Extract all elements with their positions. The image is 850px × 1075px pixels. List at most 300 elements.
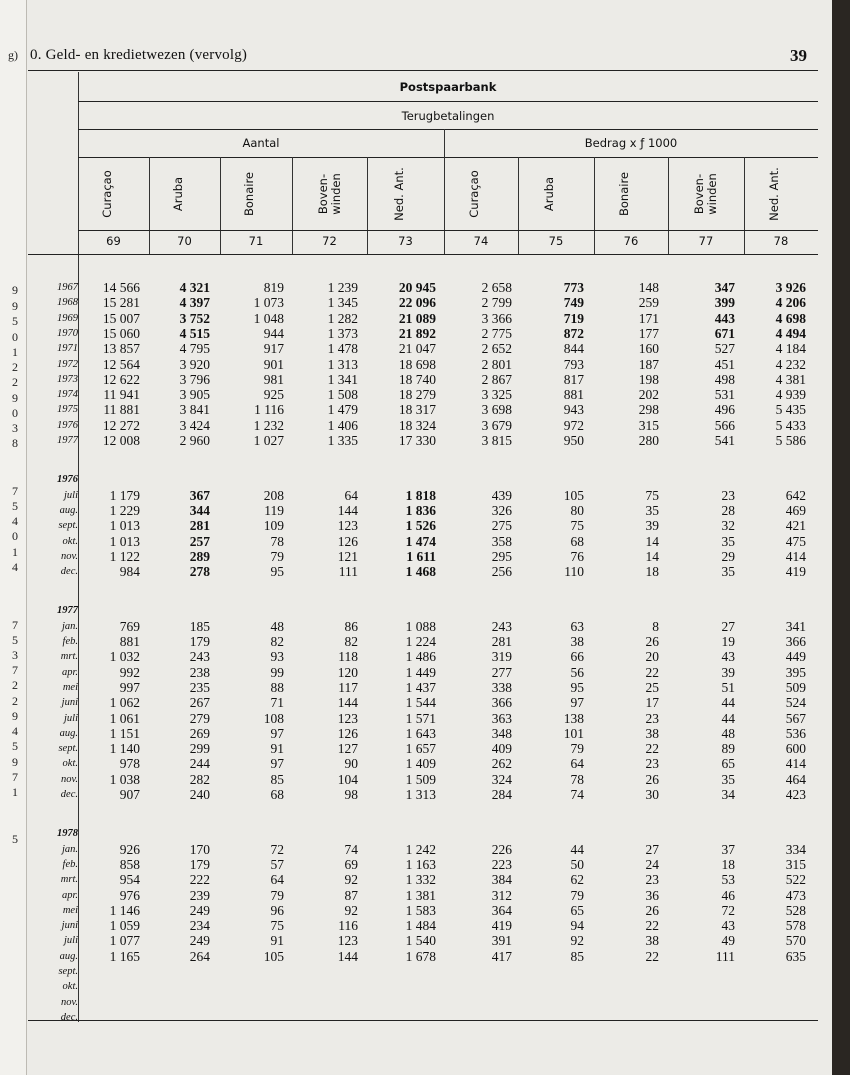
table-cell: 4 206 xyxy=(775,295,806,311)
subgroup-rule xyxy=(78,157,818,158)
table-cell: 44 xyxy=(721,710,735,726)
table-cell: 2 801 xyxy=(481,356,512,372)
table-cell: 289 xyxy=(189,548,210,564)
column-number-4: 72 xyxy=(322,234,337,248)
row-label: juni xyxy=(61,697,78,709)
column-header-10: Ned. Ant. xyxy=(767,167,781,221)
table-cell: 79 xyxy=(570,887,584,903)
table-cell: 267 xyxy=(189,695,210,711)
table-cell: 95 xyxy=(270,564,284,580)
table-cell: 82 xyxy=(270,634,284,649)
table-cell: 1 332 xyxy=(405,872,436,888)
spine-fragment: 5 xyxy=(12,314,18,328)
table-cell: 907 xyxy=(119,787,140,802)
table-cell: 23 xyxy=(721,487,735,503)
spine-fragment: 1 xyxy=(12,545,18,559)
row-label: feb. xyxy=(62,636,78,647)
table-cell: 819 xyxy=(263,280,284,295)
table-cell: 15 007 xyxy=(102,310,140,326)
table-cell: 1 373 xyxy=(327,325,358,341)
table-cell: 984 xyxy=(119,564,140,580)
table-cell: 1 437 xyxy=(405,679,436,695)
table-cell: 29 xyxy=(721,548,735,564)
table-cell: 64 xyxy=(270,872,284,888)
table-cell: 21 047 xyxy=(398,341,436,357)
table-cell: 1 151 xyxy=(109,725,140,741)
row-label: 1976 xyxy=(57,474,78,486)
table-cell: 954 xyxy=(119,872,140,888)
table-cell: 367 xyxy=(189,487,210,503)
table-cell: 27 xyxy=(645,841,659,857)
column-header-8: Bonaire xyxy=(617,172,631,217)
table-cell: 2 652 xyxy=(481,341,512,357)
table-cell: 35 xyxy=(721,564,735,580)
table-cell: 44 xyxy=(570,841,584,857)
row-label: okt. xyxy=(62,535,78,547)
table-cell: 1 032 xyxy=(109,649,140,665)
table-cell: 997 xyxy=(119,679,140,695)
table-cell: 262 xyxy=(491,756,512,772)
table-cell: 3 325 xyxy=(481,387,512,403)
column-rule-8 xyxy=(668,157,669,254)
table-cell: 282 xyxy=(189,771,210,787)
table-cell: 65 xyxy=(570,902,584,918)
spine-fragment: 5 xyxy=(12,832,18,846)
table-cell: 18 xyxy=(721,856,735,872)
table-cell: 5 586 xyxy=(775,433,806,448)
table-cell: 19 xyxy=(721,634,735,649)
spine-fragment: g) xyxy=(8,48,18,62)
table-cell: 126 xyxy=(337,725,358,741)
row-label: 1974 xyxy=(57,389,78,401)
table-cell: 80 xyxy=(570,502,584,518)
table-cell: 1 013 xyxy=(109,518,140,534)
table-cell: 49 xyxy=(721,933,735,949)
table-cell: 1 088 xyxy=(405,618,436,634)
table-cell: 943 xyxy=(563,402,584,418)
spine-fragment: 3 xyxy=(12,648,18,662)
table-cell: 475 xyxy=(785,533,806,549)
table-cell: 2 658 xyxy=(481,280,512,295)
row-label: sept. xyxy=(58,520,78,532)
table-cell: 118 xyxy=(338,649,358,665)
spine-fragment: 2 xyxy=(12,678,18,692)
table-cell: 25 xyxy=(645,679,659,695)
table-cell: 99 xyxy=(270,664,284,680)
table-cell: 264 xyxy=(189,948,210,964)
table-cell: 1 509 xyxy=(405,771,436,787)
table-cell: 22 xyxy=(645,948,659,964)
spine-fragment: 5 xyxy=(12,633,18,647)
table-cell: 39 xyxy=(645,518,659,534)
table-cell: 1 345 xyxy=(327,295,358,311)
table-cell: 222 xyxy=(189,872,210,888)
column-header-7: Aruba xyxy=(542,176,556,212)
table-cell: 74 xyxy=(344,841,358,857)
table-cell: 21 089 xyxy=(398,310,436,326)
column-header-6: Curaçao xyxy=(467,170,481,218)
table-cell: 111 xyxy=(715,948,735,964)
table-cell: 981 xyxy=(263,371,284,387)
subgroup-bedrag: Bedrag x ƒ 1000 xyxy=(584,136,678,150)
table-cell: 3 841 xyxy=(179,402,210,418)
table-cell: 127 xyxy=(337,741,358,757)
row-label: dec. xyxy=(60,789,78,800)
row-label: 1967 xyxy=(57,282,78,293)
table-cell: 23 xyxy=(645,710,659,726)
table-cell: 1 061 xyxy=(109,710,140,726)
row-label: okt. xyxy=(62,981,78,993)
row-label: aug. xyxy=(59,504,78,516)
table-cell: 1 146 xyxy=(109,902,140,918)
table-cell: 570 xyxy=(785,933,806,949)
table-cell: 91 xyxy=(270,741,284,757)
spine-fragment: 4 xyxy=(12,514,18,528)
table-cell: 110 xyxy=(564,564,584,580)
table-cell: 1 077 xyxy=(109,933,140,949)
table-cell: 281 xyxy=(189,518,210,534)
table-cell: 66 xyxy=(570,649,584,665)
table-cell: 2 867 xyxy=(481,371,512,387)
table-cell: 97 xyxy=(270,725,284,741)
table-cell: 68 xyxy=(570,533,584,549)
table-cell: 238 xyxy=(189,664,210,680)
table-cell: 1 657 xyxy=(405,741,436,757)
table-cell: 793 xyxy=(563,356,584,372)
table-cell: 671 xyxy=(714,325,735,341)
table-cell: 366 xyxy=(785,634,806,649)
row-label: nov. xyxy=(60,996,78,1008)
table-cell: 85 xyxy=(270,771,284,787)
table-cell: 160 xyxy=(638,341,659,357)
table-cell: 536 xyxy=(785,725,806,741)
table-cell: 4 494 xyxy=(775,325,806,341)
table-cell: 111 xyxy=(338,564,358,580)
table-cell: 92 xyxy=(570,933,584,949)
table-cell: 198 xyxy=(638,371,659,387)
spine-fragment: 0 xyxy=(12,406,18,420)
table-cell: 51 xyxy=(721,679,735,695)
table-cell: 26 xyxy=(645,634,659,649)
table-cell: 719 xyxy=(563,310,584,326)
table-cell: 4 321 xyxy=(179,280,210,295)
table-cell: 208 xyxy=(263,487,284,503)
row-label: apr. xyxy=(61,889,78,901)
table-cell: 414 xyxy=(785,548,806,564)
column-rule-2 xyxy=(220,157,221,254)
table-cell: 8 xyxy=(652,618,659,634)
table-cell: 324 xyxy=(491,771,512,787)
table-cell: 35 xyxy=(721,771,735,787)
spine-fragment: 0 xyxy=(12,529,18,543)
table-cell: 138 xyxy=(563,710,584,726)
spine-fragment: 5 xyxy=(12,739,18,753)
table-cell: 275 xyxy=(491,518,512,534)
row-label: 1971 xyxy=(57,343,78,355)
column-header-4: Boven- winden xyxy=(315,173,343,215)
row-label: 1973 xyxy=(57,373,78,385)
table-cell: 22 xyxy=(645,741,659,757)
table-cell: 26 xyxy=(645,902,659,918)
table-cell: 1 224 xyxy=(405,634,436,649)
table-cell: 1 038 xyxy=(109,771,140,787)
page-number: 39 xyxy=(790,46,807,65)
table-cell: 1 313 xyxy=(405,787,436,802)
table-cell: 62 xyxy=(570,872,584,888)
spine-fragment: 4 xyxy=(12,560,18,574)
column-number-10: 78 xyxy=(773,234,789,248)
column-number-3: 71 xyxy=(248,234,264,248)
table-cell: 4 184 xyxy=(775,341,806,357)
table-cell: 123 xyxy=(337,518,358,534)
table-cell: 926 xyxy=(119,841,140,857)
table-cell: 18 xyxy=(645,564,659,580)
table-cell: 1 165 xyxy=(109,948,140,964)
table-cell: 18 698 xyxy=(398,356,436,372)
table-cell: 144 xyxy=(337,502,358,518)
table-cell: 773 xyxy=(563,280,584,295)
column-number-6: 74 xyxy=(473,234,489,248)
row-label: juli xyxy=(63,712,78,724)
table-cell: 75 xyxy=(645,487,659,503)
table-cell: 1 282 xyxy=(327,310,358,326)
table-cell: 74 xyxy=(570,787,584,802)
table-cell: 524 xyxy=(785,695,806,711)
table-cell: 3 424 xyxy=(179,417,210,433)
table-cell: 37 xyxy=(721,841,735,857)
table-cell: 179 xyxy=(189,856,210,872)
table-cell: 1 335 xyxy=(327,433,358,448)
table-cell: 399 xyxy=(714,295,735,311)
table-cell: 91 xyxy=(270,933,284,949)
row-label: 1972 xyxy=(57,358,78,370)
table-cell: 4 795 xyxy=(179,341,210,357)
table-cell: 522 xyxy=(785,872,806,888)
spine-fragment: 1 xyxy=(12,345,18,359)
table-cell: 439 xyxy=(491,487,512,503)
table-cell: 171 xyxy=(638,310,659,326)
row-label: jan. xyxy=(61,843,78,855)
table-cell: 1 836 xyxy=(405,502,436,518)
table-cell: 117 xyxy=(338,679,358,695)
row-label: dec. xyxy=(60,1011,78,1023)
row-label: apr. xyxy=(61,666,78,678)
table-cell: 240 xyxy=(189,787,210,802)
table-cell: 79 xyxy=(570,741,584,757)
row-label: aug. xyxy=(59,950,78,962)
table-cell: 5 433 xyxy=(775,417,806,433)
row-label: 1976 xyxy=(57,419,78,431)
table-cell: 15 281 xyxy=(102,295,140,311)
table-cell: 121 xyxy=(337,548,358,564)
table-cell: 769 xyxy=(119,618,140,634)
table-cell: 4 698 xyxy=(775,310,806,326)
spine-fragment: 9 xyxy=(12,709,18,723)
table-cell: 881 xyxy=(119,634,140,649)
table-cell: 43 xyxy=(721,918,735,934)
table-cell: 90 xyxy=(344,756,358,772)
table-cell: 541 xyxy=(714,433,735,448)
table-cell: 3 920 xyxy=(179,356,210,372)
table-cell: 105 xyxy=(563,487,584,503)
table-cell: 972 xyxy=(563,417,584,433)
table-cell: 68 xyxy=(270,787,284,802)
table-cell: 11 881 xyxy=(103,402,140,418)
table-cell: 1 544 xyxy=(405,695,436,711)
table-cell: 1 341 xyxy=(327,371,358,387)
row-label: mei xyxy=(62,681,78,693)
table-cell: 1 048 xyxy=(253,310,284,326)
table-cell: 1 449 xyxy=(405,664,436,680)
table-cell: 78 xyxy=(570,771,584,787)
running-title: 0. Geld- en kredietwezen (vervolg) xyxy=(30,47,248,63)
table-cell: 496 xyxy=(714,402,735,418)
spine-fragment: 8 xyxy=(12,436,18,450)
column-header-9: Boven- winden xyxy=(692,173,719,215)
table-title: Postspaarbank xyxy=(399,80,497,94)
column-number-8: 76 xyxy=(623,234,639,248)
group-title: Terugbetalingen xyxy=(401,109,495,123)
table-cell: 3 796 xyxy=(179,371,210,387)
table-cell: 4 381 xyxy=(775,371,806,387)
table-cell: 44 xyxy=(721,695,735,711)
table-cell: 319 xyxy=(491,649,512,665)
table-cell: 23 xyxy=(645,756,659,772)
table-cell: 22 xyxy=(645,664,659,680)
table-cell: 281 xyxy=(491,634,512,649)
table-cell: 15 060 xyxy=(102,325,140,341)
row-label: juni xyxy=(61,920,78,932)
table-cell: 13 857 xyxy=(102,341,140,357)
table-cell: 187 xyxy=(638,356,659,372)
table-cell: 223 xyxy=(491,856,512,872)
table-cell: 844 xyxy=(563,341,584,357)
spine-fragment: 2 xyxy=(12,360,18,374)
table-cell: 24 xyxy=(645,856,659,872)
row-label: okt. xyxy=(62,758,78,770)
table-cell: 69 xyxy=(344,856,358,872)
table-cell: 443 xyxy=(714,310,735,326)
table-cell: 12 564 xyxy=(102,356,140,372)
table-cell: 72 xyxy=(721,902,735,918)
table-cell: 4 515 xyxy=(179,325,210,341)
table-cell: 88 xyxy=(270,679,284,695)
table-cell: 1 571 xyxy=(405,710,436,726)
table-cell: 1 479 xyxy=(327,402,358,418)
table-cell: 3 815 xyxy=(481,433,512,448)
table-cell: 20 xyxy=(645,649,659,665)
table-cell: 858 xyxy=(119,856,140,872)
table-cell: 86 xyxy=(344,618,358,634)
table-cell: 901 xyxy=(263,356,284,372)
table-cell: 917 xyxy=(263,341,284,357)
table-cell: 315 xyxy=(785,856,806,872)
table-cell: 22 096 xyxy=(398,295,436,311)
spine-fragment: 9 xyxy=(12,391,18,405)
table-cell: 1 073 xyxy=(253,295,284,311)
table-cell: 94 xyxy=(570,918,584,934)
table-cell: 75 xyxy=(270,918,284,934)
table-cell: 2 775 xyxy=(481,325,512,341)
row-label: nov. xyxy=(60,550,78,562)
table-cell: 202 xyxy=(638,387,659,403)
table-cell: 249 xyxy=(189,902,210,918)
table-cell: 14 xyxy=(645,533,659,549)
table-cell: 419 xyxy=(785,564,806,580)
table-cell: 269 xyxy=(189,725,210,741)
table-cell: 38 xyxy=(645,933,659,949)
table-cell: 21 892 xyxy=(398,325,436,341)
table-cell: 98 xyxy=(344,787,358,802)
table-cell: 1 818 xyxy=(405,487,436,503)
table-cell: 1 027 xyxy=(253,433,284,448)
table-cell: 384 xyxy=(491,872,512,888)
column-rule-7 xyxy=(594,157,595,254)
table-cell: 338 xyxy=(491,679,512,695)
table-cell: 1 140 xyxy=(109,741,140,757)
table-cell: 417 xyxy=(491,948,512,964)
table-cell: 566 xyxy=(714,417,735,433)
spine-fragment: 0 xyxy=(12,330,18,344)
row-label: mrt. xyxy=(60,651,78,663)
column-rule-9 xyxy=(744,157,745,254)
column-number-5: 73 xyxy=(398,234,413,248)
table-cell: 226 xyxy=(491,841,512,857)
table-cell: 170 xyxy=(189,841,210,857)
table-cell: 1 313 xyxy=(327,356,358,372)
table-cell: 1 062 xyxy=(109,695,140,711)
table-cell: 925 xyxy=(263,387,284,403)
table-cell: 64 xyxy=(570,756,584,772)
table-cell: 944 xyxy=(263,325,284,341)
column-header-2: Aruba xyxy=(170,176,185,212)
table-cell: 881 xyxy=(563,387,584,403)
table-cell: 119 xyxy=(264,502,284,518)
table-cell: 144 xyxy=(337,695,358,711)
table-cell: 65 xyxy=(721,756,735,772)
table-cell: 17 xyxy=(645,695,659,711)
table-cell: 92 xyxy=(344,872,358,888)
spine-fragment: 5 xyxy=(12,499,18,513)
table-cell: 2 799 xyxy=(481,295,512,311)
table-cell: 48 xyxy=(270,618,284,634)
spine-fragment: 4 xyxy=(12,724,18,738)
table-cell: 35 xyxy=(721,533,735,549)
table-cell: 4 397 xyxy=(179,295,210,311)
column-number-2: 70 xyxy=(177,234,192,248)
table-cell: 749 xyxy=(563,295,584,311)
table-cell: 177 xyxy=(638,325,659,341)
spine-fragment: 9 xyxy=(12,755,18,769)
column-number-9: 77 xyxy=(698,234,714,248)
row-label: mrt. xyxy=(60,874,78,886)
table-cell: 298 xyxy=(638,402,659,418)
table-cell: 3 679 xyxy=(481,417,512,433)
spine-fragment: 3 xyxy=(12,421,18,435)
table-cell: 1 540 xyxy=(405,933,436,949)
table-cell: 148 xyxy=(638,280,659,295)
table-cell: 72 xyxy=(270,841,284,857)
table-cell: 1 611 xyxy=(406,548,436,564)
table-cell: 109 xyxy=(263,518,284,534)
table-cell: 22 xyxy=(645,918,659,934)
table-cell: 235 xyxy=(189,679,210,695)
table-cell: 18 740 xyxy=(398,371,436,387)
table-cell: 28 xyxy=(721,502,735,518)
row-label: 1969 xyxy=(57,312,78,324)
table-cell: 20 945 xyxy=(398,280,436,295)
table-cell: 1 486 xyxy=(405,649,436,665)
